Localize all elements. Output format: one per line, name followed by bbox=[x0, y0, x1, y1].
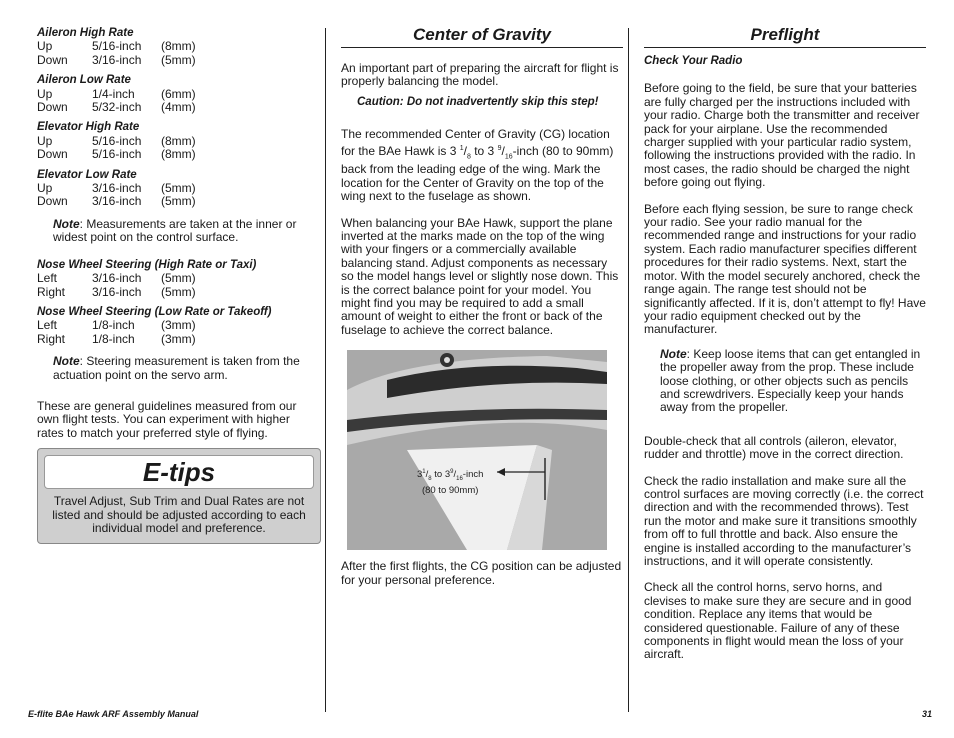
rate-row: Down 5/32-inch (4mm) bbox=[37, 100, 196, 115]
controls-check-text: Double-check that all controls (aileron, elevator, rudder and throttle) move in the correct direction. bbox=[644, 433, 904, 462]
etips-text: Travel Adjust, Sub Trim and Dual Rates are not listed and should be adjusted according to each individual model and preference. bbox=[52, 494, 306, 535]
rate-row: Left 1/8-inch (3mm) bbox=[37, 318, 196, 333]
etips-box bbox=[37, 448, 321, 544]
preflight-heading: Preflight bbox=[644, 24, 926, 48]
cg-balancing-text: When balancing your BAe Hawk, support the plane inverted at the marks made on the top of the wing with your fingers or a commercially available balancing stand. Adjust components as necessary so the model hangs level or slightly nose down. This is the correct balance point for your model. You might find you may be required to add a small amount of weight to either the front or back of the fuselage to achieve the correct balance. bbox=[341, 215, 619, 337]
cg-location-text: The recommended Center of Gravity (CG) location for the BAe Hawk is 3 $^1/_8$ to 3 $^9/_{16}$-inch (80 to 90mm) back from the leading edge of the wing. Mark the location for the Center of Gravity on the top of the wing next to the fuselage as shown. bbox=[341, 127, 614, 204]
preflight-column bbox=[644, 24, 926, 675]
rate-row: Up 5/16-inch (8mm) bbox=[37, 39, 196, 54]
nose-low-title: Nose Wheel Steering (Low Rate or Takeoff) bbox=[37, 305, 272, 318]
center-of-gravity-column bbox=[341, 24, 623, 600]
measurement-note: Note: Measurements are taken at the inner or widest point on the control surface. bbox=[53, 216, 297, 245]
batteries-text: Before going to the field, be sure that your batteries are fully charged per the instructions included with your radio. Charge both the transmitter and receiver pack for your airplane. Use the recommended charger supplied with your particular radio system, following the instructions provided with the radio. In most cases, the radio should be charged the night before going out flying. bbox=[644, 81, 920, 190]
page-number: 31 bbox=[922, 709, 933, 719]
rate-row: Down 3/16-inch (5mm) bbox=[37, 194, 196, 209]
rates-column bbox=[37, 24, 313, 544]
rate-row: Down 3/16-inch (5mm) bbox=[37, 52, 196, 67]
cg-adjust-text: After the first flights, the CG position can be adjusted for your personal preference. bbox=[341, 559, 622, 587]
cg-photo bbox=[347, 350, 607, 550]
rate-row: Down 5/16-inch (8mm) bbox=[37, 147, 196, 162]
caution-text: Caution: Do not inadvertently skip this step! bbox=[357, 95, 599, 108]
wing-photo-image bbox=[347, 350, 607, 550]
etips-logo bbox=[44, 455, 314, 489]
rate-row: Up 3/16-inch (5mm) bbox=[37, 181, 196, 196]
svg-text:E-tips: E-tips bbox=[142, 458, 216, 487]
column-divider bbox=[325, 28, 326, 712]
nose-high-title: Nose Wheel Steering (High Rate or Taxi) bbox=[37, 258, 257, 271]
column-divider bbox=[628, 28, 629, 712]
rate-row: Up 5/16-inch (8mm) bbox=[37, 133, 196, 148]
rate-row: Up 1/4-inch (6mm) bbox=[37, 86, 196, 101]
loose-items-note: Note: Keep loose items that can get entangled in the propeller away from the prop. These include loose clothing, or other objects such as pencils and screwdrivers. Especially keep your hands away from the propeller. bbox=[660, 346, 921, 415]
rate-row: Right 1/8-inch (3mm) bbox=[37, 331, 196, 346]
cg-intro: An important part of preparing the aircraft for flight is properly balancing the model. bbox=[341, 61, 619, 89]
elevator-low-title: Elevator Low Rate bbox=[37, 168, 137, 181]
aileron-high-title: Aileron High Rate bbox=[37, 27, 134, 39]
guidelines-text: These are general guidelines measured from our own flight tests. You can experiment with higher rates to match your preferred style of flying. bbox=[37, 398, 297, 440]
rate-row: Right 3/16-inch (5mm) bbox=[37, 284, 196, 299]
check-radio-subheading: Check Your Radio bbox=[644, 55, 743, 67]
installation-check-text: Check the radio installation and make sure all the control surfaces are moving correctly (i.e. the correct direction and with the recommended throws). Test run the motor and make sure it transitions smoothly from off to full throttle and back. Also ensure the engine is installed according to the manufacturer’s instructions, and it will operate consistently. bbox=[644, 473, 924, 568]
cg-heading: Center of Gravity bbox=[341, 24, 623, 48]
range-check-text: Before each flying session, be sure to range check your radio. See your radio manual for the recommended range and instructions for your radio system. Each radio manufacturer specifies different procedures for their radio systems. Next, start the motor. With the model securely anchored, check the range again. The range test should not be significantly affected. If it is, don’t attempt to fly! Have your radio equipment checked out by the manufacturer. bbox=[644, 201, 926, 337]
footer-title: E-flite BAe Hawk ARF Assembly Manual bbox=[28, 709, 199, 719]
elevator-high-title: Elevator High Rate bbox=[37, 121, 140, 134]
rate-row: Left 3/16-inch (5mm) bbox=[37, 271, 196, 286]
horns-check-text: Check all the control horns, servo horns, and clevises to make sure they are secure and in good condition. Replace any items that would be considered questionable. Failure of any of these components in flight would mean the loss of your aircraft. bbox=[644, 580, 912, 662]
etips-logo-icon bbox=[124, 458, 234, 486]
aileron-low-title: Aileron Low Rate bbox=[37, 74, 131, 87]
cg-measure-label: $3^1/_8$ to $3^9/_{16}$-inch (80 to 90mm) bbox=[417, 469, 484, 497]
steering-note: Note: Steering measurement is taken from the actuation point on the servo arm. bbox=[53, 354, 300, 382]
